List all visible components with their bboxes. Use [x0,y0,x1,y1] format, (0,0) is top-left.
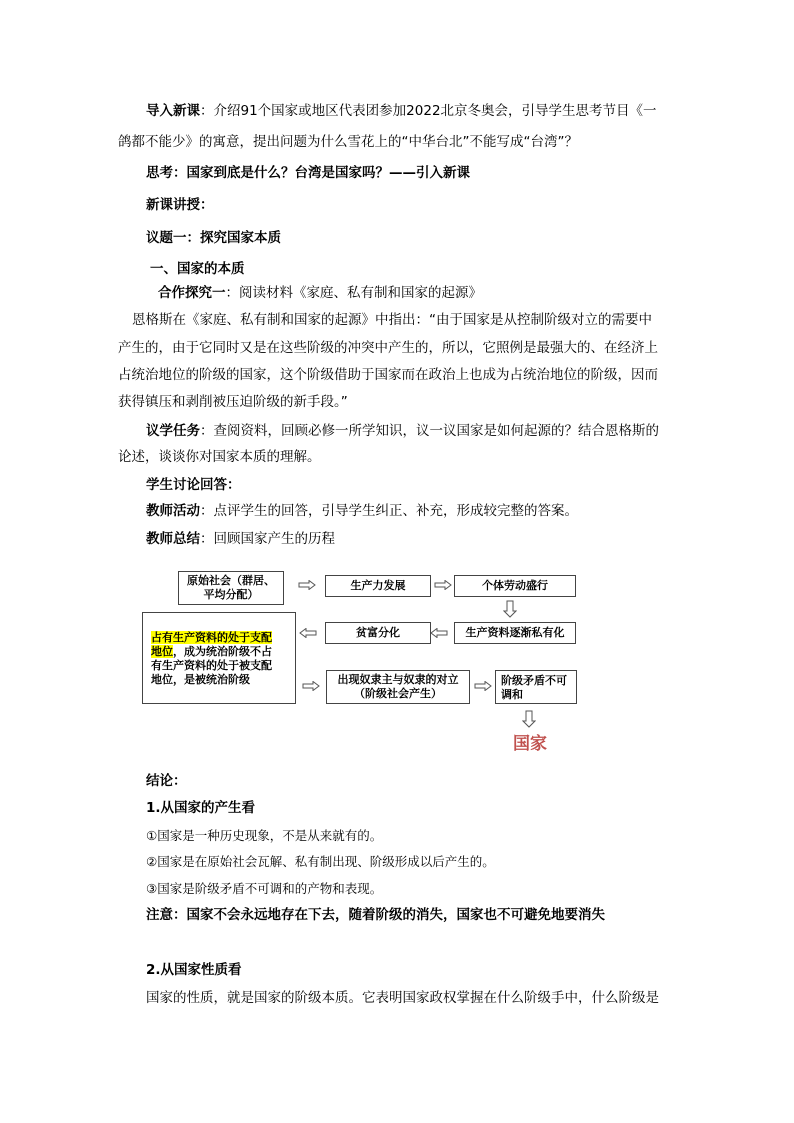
conclusion-heading: 结论： [146,773,187,789]
class-division-box [142,612,296,704]
slave-society-box [326,670,470,704]
intro-label: 导入新课 [146,103,200,119]
highlight-ruling-text-1: 占有生产资料的处于支配 [151,631,272,644]
arrow-down-icon [522,710,536,728]
arrow-right-icon [298,580,316,590]
highlight-ruling-text-2: 地位 [151,645,173,658]
arrow-right-icon [434,580,452,590]
state-result-label: 国家 [513,734,547,754]
teacher-summary-line [146,530,335,548]
conclusion-two-title: 2.从国家性质看 [146,962,242,978]
wealth-gap-box: 贫富分化 [325,622,431,644]
arrow-left-icon [430,628,448,638]
primitive-society-line2: 平均分配） [203,588,259,601]
task-text-1: ：查阅资料，回顾必修一所学知识，议一议国家是如何起源的？结合恩格斯的 [200,423,659,439]
conclusion-one-title: 1.从国家的产生看 [146,800,256,816]
conclusion-one-item3: ③国家是阶级矛盾不可调和的产物和表现。 [146,881,383,896]
intro-paragraph-line1 [146,102,657,120]
conclusion-two-line1: 国家的性质，就是国家的阶级本质。它表明国家政权掌握在什么阶级手中，什么阶级是 [146,990,659,1006]
new-lesson-heading: 新课讲授： [146,197,214,213]
intro-text-1: ：介绍91个国家或地区代表团参加2022北京冬奥会，引导学生思考节目《一 [200,103,657,119]
intro-paragraph-line2: 鸽都不能少》的寓意，提出问题为什么雪花上的“中华台北”不能写成“台湾”？ [118,134,578,150]
arrow-down-icon [503,600,517,618]
individual-labor-box: 个体劳动盛行 [454,575,576,597]
class-division-text-3: 地位，是被统治阶级 [151,673,250,686]
engels-quote-line1: 恩格斯在《家庭、私有制和国家的起源》中指出：“由于国家是从控制阶级对立的需要中 [132,312,652,328]
conclusion-one-item1: ①国家是一种历史现象，不是从来就有的。 [146,828,383,843]
irreconcilable-contradiction-box [495,670,577,704]
conclusion-one-item2: ②国家是在原始社会瓦解、私有制出现、阶级形成以后产生的。 [146,854,495,869]
contradiction-line1: 阶级矛盾不可 [501,674,567,687]
engels-quote-line2: 产生的，由于它同时又是在这些阶级的冲突中产生的，所以，它照例是最强大的、在经济上 [118,340,658,356]
productivity-development-box: 生产力发展 [325,575,431,597]
class-division-text-1: ，成为统治阶级不占 [173,645,272,658]
engels-quote-line3: 占统治地位的阶级的国家，这个阶级借助于国家而在政治上也成为占统治地位的阶级，因而 [118,367,658,383]
engels-quote-line4: 获得镇压和剥削被压迫阶级的新手段。” [118,394,348,410]
primitive-society-line1: 原始社会（群居、 [187,574,275,587]
teacher-summary-text: ：回顾国家产生的历程 [200,531,335,547]
teacher-summary-label: 教师总结 [146,531,200,547]
privatization-box: 生产资料逐渐私有化 [454,622,576,644]
slave-society-line2: （阶级社会产生） [354,687,442,700]
topic-one-heading: 议题一：探究国家本质 [146,230,281,246]
slave-society-line1: 出现奴隶主与奴隶的对立 [337,673,459,686]
note-paragraph: 注意：国家不会永远地存在下去，随着阶级的消失，国家也不可避免地要消失 [146,907,605,923]
primitive-society-box [178,571,284,605]
teacher-activity-line [146,502,578,520]
coop-text: ：阅读材料《家庭、私有制和国家的起源》 [225,285,482,301]
teacher-activity-label: 教师活动 [146,503,200,519]
teacher-activity-text: ：点评学生的回答，引导学生纠正、补充，形成较完整的答案。 [200,503,578,519]
contradiction-line2: 调和 [501,688,523,701]
student-discussion-heading: 学生讨论回答： [146,477,241,493]
coop-label: 合作探究一 [158,285,226,301]
task-label: 议学任务 [146,423,200,439]
class-division-text-2: 有生产资料的处于被支配 [151,659,272,672]
coop-inquiry-line [158,284,482,302]
arrow-right-icon [302,681,320,691]
arrow-right-icon [474,681,492,691]
arrow-left-icon [299,628,317,638]
think-question: 思考：国家到底是什么？台湾是国家吗？——引入新课 [146,165,470,181]
task-line2: 论述，谈谈你对国家本质的理解。 [118,449,321,465]
section-one-heading: 一、国家的本质 [150,261,245,277]
task-line1 [146,422,659,440]
